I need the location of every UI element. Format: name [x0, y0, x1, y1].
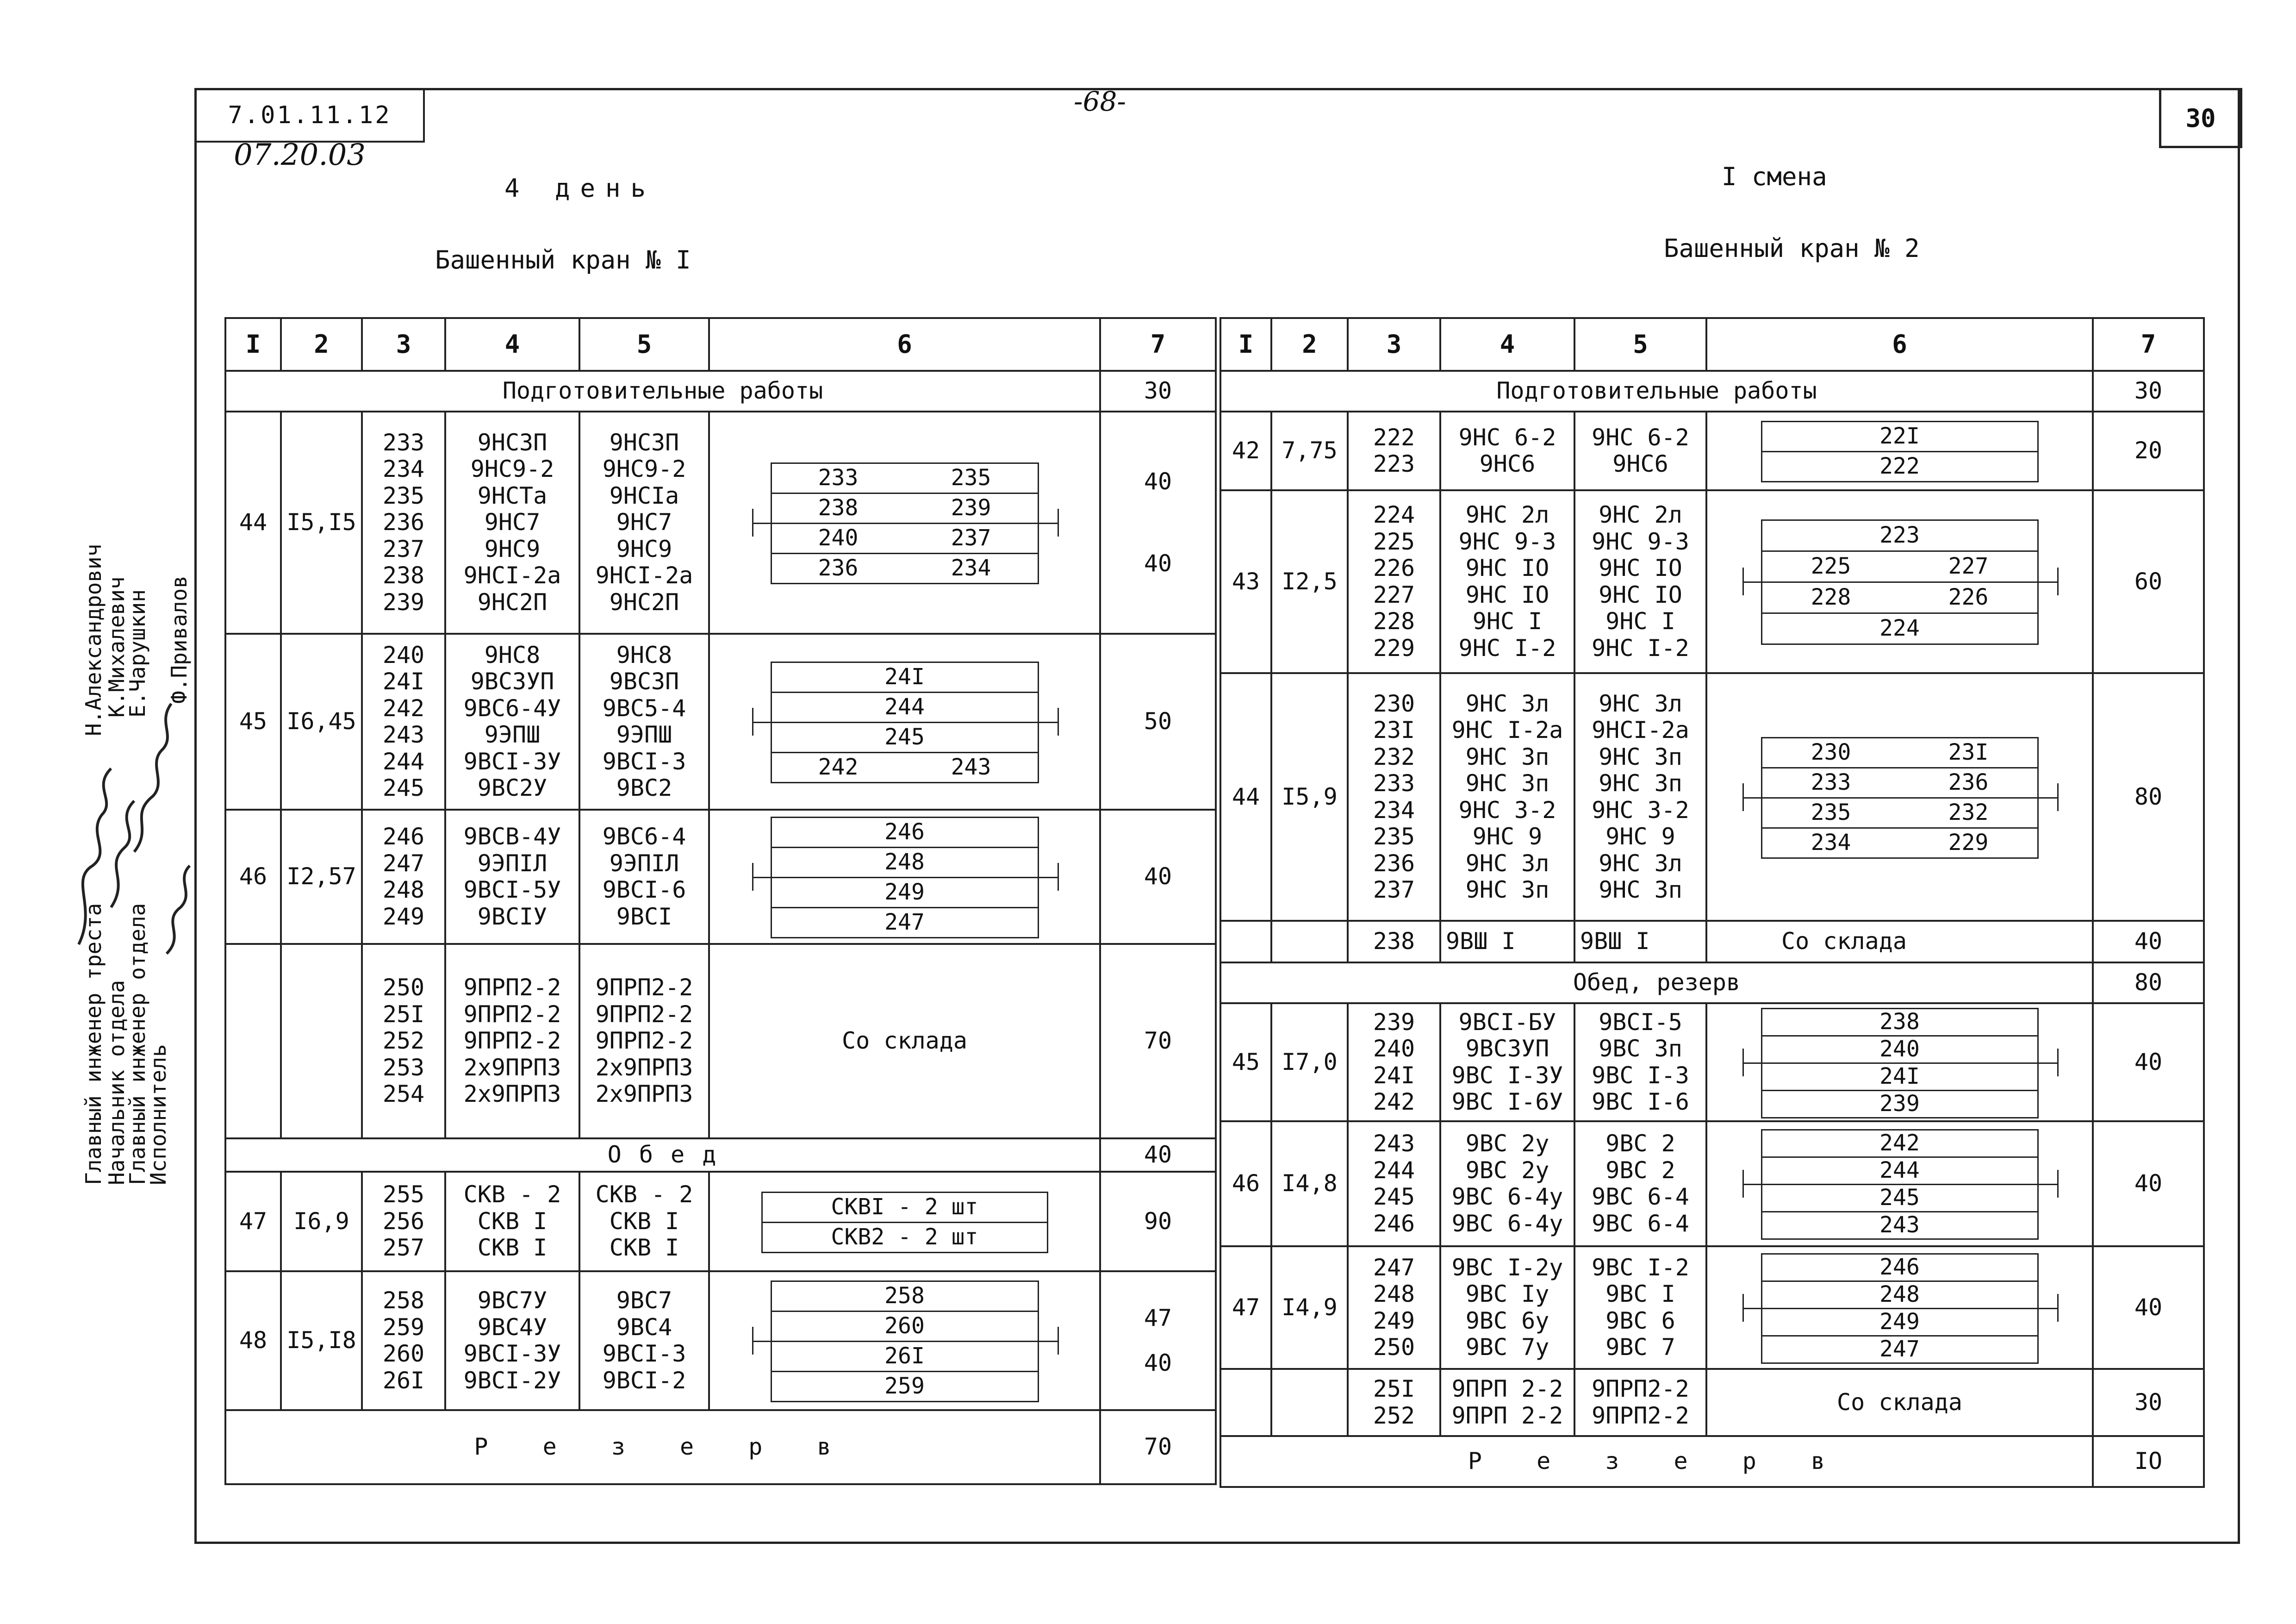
table-row — [225, 810, 1216, 944]
diagram-label: 23I — [1948, 739, 1989, 765]
diagram-row — [1761, 767, 2039, 799]
cell-marks-alt: 9ПРП2-2 9ПРП2-2 9ПРП2-2 2х9ПРП3 2х9ПРП3 — [579, 944, 709, 1138]
cell-volume — [1271, 1369, 1348, 1436]
col-header: 7 — [2093, 318, 2204, 371]
diagram-label: 233 — [818, 465, 859, 491]
cell-volume: I6,9 — [281, 1172, 362, 1271]
cell-marks-alt: 9ВС 2 9ВС 2 9ВС 6-4 9ВС 6-4 — [1574, 1121, 1706, 1246]
diagram-row — [1761, 1280, 2039, 1309]
duration-b: 40 — [1144, 550, 1172, 577]
cell-marks-alt: 9НС 2л 9НС 9-3 9НС IO 9НС IO 9НС I 9НС I-2 — [1574, 490, 1706, 673]
name-3: Е.Чарушкин — [125, 589, 150, 718]
stack-diagram — [752, 1280, 1058, 1401]
page-number: -68- — [1074, 86, 1126, 117]
diagram-label: 232 — [1948, 799, 1989, 825]
reserve-value: IO — [2093, 1436, 2204, 1487]
diagram-tick — [2057, 1049, 2059, 1076]
cell-diagram — [1706, 673, 2093, 921]
stack-diagram — [1742, 1008, 2057, 1117]
table-row — [1220, 1369, 2204, 1436]
cell-marks: 9ПРП 2-2 9ПРП 2-2 — [1440, 1369, 1574, 1436]
diagram-axis — [752, 877, 1058, 878]
table-row — [1220, 921, 2204, 962]
cell-marks: 9ВС I-2у 9ВС Iу 9ВС 6у 9ВС 7у — [1440, 1246, 1574, 1369]
diagram-label: 242 — [1879, 1130, 1920, 1156]
cell-number: 44 — [225, 412, 281, 634]
cell-items: 230 23I 232 233 234 235 236 237 — [1348, 673, 1440, 921]
cell-items: 243 244 245 246 — [1348, 1121, 1440, 1246]
cell-number: 45 — [1220, 1003, 1271, 1121]
diagram-label: 229 — [1948, 829, 1989, 856]
diagram-row — [1761, 1184, 2039, 1212]
cell-volume: I4,9 — [1271, 1246, 1348, 1369]
diagram-label: 240 — [1879, 1036, 1920, 1062]
cell-volume: I7,0 — [1271, 1003, 1348, 1121]
cell-volume — [281, 944, 362, 1138]
stack-diagram — [752, 462, 1058, 583]
diagram-row — [1761, 1211, 2039, 1240]
lunch-value: 40 — [1100, 1138, 1216, 1172]
stack-diagram — [1742, 1129, 2057, 1238]
diagram-row — [771, 752, 1039, 783]
diagram-label: 244 — [884, 694, 925, 720]
diagram-tick — [752, 708, 753, 736]
diagram-label: 238 — [818, 495, 859, 521]
table-row — [225, 944, 1216, 1138]
cell-volume: 7,75 — [1271, 412, 1348, 490]
diagram-label: 224 — [1879, 615, 1920, 641]
cell-diagram — [1706, 1003, 2093, 1121]
diagram-label: 242 — [818, 754, 859, 781]
diagram-row — [1761, 1062, 2039, 1091]
diagram-row — [1761, 581, 2039, 614]
col-header: I — [225, 318, 281, 371]
diagram-row — [1761, 1090, 2039, 1118]
diagram-row — [1761, 451, 2039, 482]
col-header: 6 — [1706, 318, 2093, 371]
role-chief-engineer-trust: Главный инженер треста — [81, 903, 106, 1185]
diagram-label: 258 — [884, 1283, 925, 1309]
cell-items: 222 223 — [1348, 412, 1440, 490]
prep-value: 30 — [1100, 371, 1216, 412]
diagram-row — [1761, 1335, 2039, 1364]
diagram-label: 243 — [1879, 1212, 1920, 1238]
diagram-label: 222 — [1879, 453, 1920, 480]
cell-marks: 9НС8 9ВСЗУП 9ВС6-4У 9ЭПШ 9ВСI-ЗУ 9ВС2У — [445, 634, 579, 810]
cell-marks: 9ВС 2у 9ВС 2у 9ВС 6-4у 9ВС 6-4у — [1440, 1121, 1574, 1246]
diagram-label: 226 — [1948, 584, 1989, 610]
left-schedule-table — [224, 317, 1217, 1485]
cell-marks-alt: 9НСЗП 9НС9-2 9НСIа 9НС7 9НС9 9НСI-2а 9НС2П — [579, 412, 709, 634]
diagram-row — [1761, 827, 2039, 859]
duration-a: 47 — [1144, 1304, 1172, 1331]
stack-diagram — [752, 662, 1058, 782]
diagram-row — [771, 553, 1039, 584]
cell-number: 45 — [225, 634, 281, 810]
col-header: 4 — [445, 318, 579, 371]
diagram-label: 233 — [1811, 769, 1851, 795]
diagram-label: 223 — [1879, 522, 1920, 548]
stack-diagram — [752, 817, 1058, 937]
cell-marks: 9НС 3л 9НС I-2а 9НС 3п 9НС 3п 9НС 3-2 9НС 9 9НС 3л 9НС 3п — [1440, 673, 1574, 921]
diagram-tick — [752, 863, 753, 891]
cell-items: 258 259 260 26I — [362, 1271, 445, 1410]
diagram-label: СКВI - 2 шт — [831, 1193, 978, 1220]
table-row — [1220, 1246, 2204, 1369]
diagram-tick — [1058, 509, 1059, 537]
cell-duration: 40 — [2093, 1003, 2204, 1121]
cell-marks: 9НС 2л 9НС 9-3 9НС IO 9НС IO 9НС I 9НС I-2 — [1440, 490, 1574, 673]
diagram-row — [771, 493, 1039, 524]
header-row — [1220, 318, 2204, 371]
right-schedule-table — [1220, 317, 2205, 1488]
cell-duration — [1100, 1271, 1216, 1410]
cell-number: 46 — [1220, 1121, 1271, 1246]
diagram-tick — [1742, 783, 1744, 811]
diagram-row — [1761, 421, 2039, 452]
diagram-tick — [752, 1327, 753, 1355]
reserve-value: 70 — [1100, 1410, 1216, 1484]
diagram-tick — [752, 509, 753, 537]
reserve-row — [1220, 1436, 2204, 1487]
cell-marks: 9ВСВ-4У 9ЭПIЛ 9ВСI-5У 9ВСIУ — [445, 810, 579, 944]
diagram-label: 239 — [1879, 1090, 1920, 1117]
diagram-label: 245 — [1879, 1185, 1920, 1211]
name-4: Ф.Привалов — [167, 575, 192, 704]
cell-duration: 30 — [2093, 1369, 2204, 1436]
cell-duration: 80 — [2093, 673, 2204, 921]
diagram-label: 227 — [1948, 553, 1989, 579]
diagram-label: 245 — [884, 724, 925, 750]
col-header: 4 — [1440, 318, 1574, 371]
diagram-row — [1761, 1035, 2039, 1064]
cell-diagram — [709, 1172, 1100, 1271]
cell-marks-alt: 9ВС7 9ВС4 9ВСI-3 9ВСI-2 — [579, 1271, 709, 1410]
cell-duration — [1100, 412, 1216, 634]
lunch-row — [1220, 962, 2204, 1003]
cell-diagram — [1706, 490, 2093, 673]
cell-volume — [1271, 921, 1348, 962]
table-row — [1220, 1003, 2204, 1121]
lunch-label: О б е д — [225, 1138, 1100, 1172]
role-department-head: Начальник отдела — [104, 980, 129, 1185]
diagram-row — [771, 1311, 1039, 1342]
col-header: 3 — [362, 318, 445, 371]
diagram-row — [771, 817, 1039, 848]
diagram-row — [771, 692, 1039, 723]
diagram-label: 238 — [1879, 1008, 1920, 1035]
diagram-row — [771, 523, 1039, 554]
diagram-row — [1761, 519, 2039, 552]
lunch-value: 80 — [2093, 962, 2204, 1003]
cell-number: 47 — [1220, 1246, 1271, 1369]
doc-date: 07.20.03 — [234, 138, 366, 172]
cell-marks-alt: СКВ - 2 СКВ I СКВ I — [579, 1172, 709, 1271]
diagram-axis — [1742, 581, 2057, 583]
diagram-label: 247 — [1879, 1336, 1920, 1362]
cell-diagram — [709, 412, 1100, 634]
diagram-row — [771, 1371, 1039, 1402]
cell-duration: 40 — [2093, 921, 2204, 962]
prep-row — [1220, 371, 2204, 412]
cell-duration: 40 — [1100, 810, 1216, 944]
col-header: 7 — [1100, 318, 1216, 371]
cell-diagram — [1706, 412, 2093, 490]
diagram-axis — [1742, 1308, 2057, 1309]
diagram-row — [1761, 737, 2039, 768]
cell-items: 233 234 235 236 237 238 239 — [362, 412, 445, 634]
cell-duration: 20 — [2093, 412, 2204, 490]
cell-marks: 9ВС7У 9ВС4У 9ВСI-ЗУ 9ВСI-2У — [445, 1271, 579, 1410]
diagram-row — [771, 722, 1039, 753]
duration-a: 40 — [1144, 468, 1172, 495]
diagram-label: 240 — [818, 525, 859, 551]
cell-items: 238 — [1348, 921, 1440, 962]
col-header: 6 — [709, 318, 1100, 371]
cell-volume: I2,5 — [1271, 490, 1348, 673]
cell-number: 43 — [1220, 490, 1271, 673]
diagram-tick — [1058, 1327, 1059, 1355]
diagram-row — [1761, 612, 2039, 645]
prep-label: Подготовительные работы — [225, 371, 1100, 412]
cell-duration: 90 — [1100, 1172, 1216, 1271]
diagram-tick — [2057, 783, 2059, 811]
diagram-label: 236 — [1948, 769, 1989, 795]
diagram-label: 259 — [884, 1373, 925, 1399]
col-header: 5 — [1574, 318, 1706, 371]
diagram-row — [771, 1341, 1039, 1372]
diagram-label: 246 — [1879, 1254, 1920, 1280]
cell-diagram — [1706, 1246, 2093, 1369]
cell-marks: 9ВСI-БУ 9ВСЗУП 9ВС I-ЗУ 9ВС I-6У — [1440, 1003, 1574, 1121]
diagram-label: 24I — [1879, 1063, 1920, 1089]
diagram-label: 26I — [884, 1343, 925, 1369]
cell-items: 25I 252 — [1348, 1369, 1440, 1436]
cell-duration: 40 — [2093, 1246, 2204, 1369]
table-row — [1220, 1121, 2204, 1246]
duration-b: 40 — [1144, 1349, 1172, 1376]
diagram-label: 228 — [1811, 584, 1851, 610]
diagram-label: 24I — [884, 664, 925, 690]
diagram-row — [771, 907, 1039, 938]
cell-marks-alt: 9ПРП2-2 9ПРП2-2 — [1574, 1369, 1706, 1436]
diagram-label: 235 — [951, 465, 991, 491]
table-row — [225, 412, 1216, 634]
prep-label: Подготовительные работы — [1220, 371, 2093, 412]
reserve-label: Р е з е р в — [1220, 1436, 2093, 1487]
lunch-row — [225, 1138, 1216, 1172]
cell-volume: I5,I5 — [281, 412, 362, 634]
diagram-tick — [2057, 568, 2059, 595]
cell-duration: 70 — [1100, 944, 1216, 1138]
diagram-tick — [1742, 1170, 1744, 1198]
role-executor: Исполнитель — [146, 1044, 171, 1185]
cell-items: 240 24I 242 243 244 245 — [362, 634, 445, 810]
cell-from-store: Со склада — [1706, 1369, 2093, 1436]
diagram-tick — [1742, 568, 1744, 595]
diagram-label: 249 — [1879, 1308, 1920, 1335]
diagram-row — [1761, 797, 2039, 829]
diagram-row — [771, 662, 1039, 693]
cell-diagram — [709, 810, 1100, 944]
cell-duration: 50 — [1100, 634, 1216, 810]
cell-number: 47 — [225, 1172, 281, 1271]
cell-volume: I5,I8 — [281, 1271, 362, 1410]
diagram-label: 260 — [884, 1313, 925, 1339]
diagram-axis — [1742, 1184, 2057, 1185]
table-row — [1220, 490, 2204, 673]
cell-volume: I4,8 — [1271, 1121, 1348, 1246]
cell-number: 48 — [225, 1271, 281, 1410]
stack-diagram — [1742, 737, 2057, 857]
cell-diagram — [709, 1271, 1100, 1410]
stack-diagram — [1742, 1253, 2057, 1362]
diagram-label: 244 — [1879, 1157, 1920, 1184]
diagram-row — [761, 1192, 1048, 1223]
cell-marks-alt: 9ВС6-4 9ЭПIЛ 9ВСI-6 9ВСI — [579, 810, 709, 944]
cell-from-store: Со склада — [1706, 921, 2093, 962]
cell-marks: 9ВШ I — [1440, 921, 1574, 962]
cell-items: 239 240 24I 242 — [1348, 1003, 1440, 1121]
cell-diagram — [709, 634, 1100, 810]
name-2: К.Михалевич — [104, 576, 129, 718]
diagram-tick — [1058, 863, 1059, 891]
diagram-axis — [752, 1341, 1058, 1342]
diagram-label: 247 — [884, 909, 925, 936]
table-row — [225, 1172, 1216, 1271]
cell-marks: 9НС 6-2 9НС6 — [1440, 412, 1574, 490]
cell-number: 46 — [225, 810, 281, 944]
cell-marks: 9ПРП2-2 9ПРП2-2 9ПРП2-2 2х9ПРП3 2х9ПРП3 — [445, 944, 579, 1138]
crane1-label: Башенный кран № I — [435, 245, 691, 275]
cell-items: 247 248 249 250 — [1348, 1246, 1440, 1369]
cell-marks: 9НСЗП 9НС9-2 9НСТа 9НС7 9НС9 9НСI-2а 9НС2П — [445, 412, 579, 634]
cell-diagram — [1706, 1121, 2093, 1246]
stack-diagram — [1742, 519, 2057, 644]
diagram-tick — [1742, 1049, 1744, 1076]
shift-label: I смена — [1722, 162, 1827, 191]
diagram-axis — [1742, 797, 2057, 799]
handwritten-signatures — [60, 648, 199, 972]
doc-code: 7.01.11.12 — [194, 88, 425, 143]
cell-number: 42 — [1220, 412, 1271, 490]
diagram-row — [761, 1222, 1048, 1253]
day-label: 4 день — [504, 174, 656, 203]
diagram-label: 236 — [818, 555, 859, 581]
cell-number — [1220, 921, 1271, 962]
col-header: I — [1220, 318, 1271, 371]
reserve-row — [225, 1410, 1216, 1484]
header-row — [225, 318, 1216, 371]
cell-volume: I2,57 — [281, 810, 362, 944]
role-chief-engineer-dept: Главный инженер отдела — [125, 903, 150, 1185]
diagram-label: 234 — [951, 555, 991, 581]
diagram-label: 249 — [884, 879, 925, 906]
diagram-row — [771, 877, 1039, 908]
diagram-label: 235 — [1811, 799, 1851, 825]
diagram-label: 239 — [951, 495, 991, 521]
cell-items: 250 25I 252 253 254 — [362, 944, 445, 1138]
diagram-axis — [752, 722, 1058, 723]
diagram-label: 230 — [1811, 739, 1851, 765]
cell-number: 44 — [1220, 673, 1271, 921]
cell-from-store: Со склада — [709, 944, 1100, 1138]
diagram-label: 246 — [884, 819, 925, 845]
reserve-label: Р е з е р в — [225, 1410, 1100, 1484]
sheet-number: 30 — [2159, 88, 2242, 148]
cell-marks-alt: 9ВСI-5 9ВС 3п 9ВС I-3 9ВС I-6 — [1574, 1003, 1706, 1121]
diagram-tick — [1742, 1294, 1744, 1322]
cell-volume: I5,9 — [1271, 673, 1348, 921]
diagram-row — [1761, 1129, 2039, 1158]
diagram-axis — [1742, 1062, 2057, 1064]
cell-marks-alt: 9ВС I-2 9ВС I 9ВС 6 9ВС 7 — [1574, 1246, 1706, 1369]
lunch-label: Обед, резерв — [1220, 962, 2093, 1003]
diagram-label: 225 — [1811, 553, 1851, 579]
cell-marks-alt: 9НС 3л 9НСI-2а 9НС 3п 9НС 3п 9НС 3-2 9НС 9 9НС 3л 9НС 3п — [1574, 673, 1706, 921]
diagram-label: 248 — [1879, 1281, 1920, 1307]
col-header: 5 — [579, 318, 709, 371]
stack-diagram — [1761, 421, 2039, 481]
diagram-tick — [1058, 708, 1059, 736]
cell-marks-alt: 9ВШ I — [1574, 921, 1706, 962]
diagram-row — [771, 462, 1039, 494]
cell-items: 224 225 226 227 228 229 — [1348, 490, 1440, 673]
table-row — [225, 1271, 1216, 1410]
prep-row — [225, 371, 1216, 412]
diagram-row — [1761, 550, 2039, 583]
diagram-row — [771, 847, 1039, 878]
col-header: 3 — [1348, 318, 1440, 371]
diagram-label: 243 — [951, 754, 991, 781]
col-header: 2 — [1271, 318, 1348, 371]
col-header: 2 — [281, 318, 362, 371]
prep-value: 30 — [2093, 371, 2204, 412]
cell-items: 255 256 257 — [362, 1172, 445, 1271]
table-row — [1220, 673, 2204, 921]
cell-volume: I6,45 — [281, 634, 362, 810]
cell-items: 246 247 248 249 — [362, 810, 445, 944]
diagram-tick — [2057, 1170, 2059, 1198]
cell-duration: 60 — [2093, 490, 2204, 673]
cell-marks: СКВ - 2 СКВ I СКВ I — [445, 1172, 579, 1271]
cell-number — [1220, 1369, 1271, 1436]
diagram-row — [1761, 1008, 2039, 1037]
cell-duration: 40 — [2093, 1121, 2204, 1246]
cell-marks-alt: 9НС8 9ВСЗП 9ВС5-4 9ЭПШ 9ВСI-3 9ВС2 — [579, 634, 709, 810]
diagram-axis — [752, 523, 1058, 524]
diagram-label: СКВ2 - 2 шт — [831, 1224, 978, 1250]
cell-marks-alt: 9НС 6-2 9НС6 — [1574, 412, 1706, 490]
diagram-label: 22I — [1879, 423, 1920, 450]
cell-number — [225, 944, 281, 1138]
table-row — [225, 634, 1216, 810]
diagram-row — [1761, 1253, 2039, 1282]
crane2-label: Башенный кран № 2 — [1664, 234, 1920, 263]
name-1: Н.Александрович — [81, 543, 106, 736]
table-row — [1220, 412, 2204, 490]
diagram-row — [1761, 1308, 2039, 1337]
diagram-row — [1761, 1156, 2039, 1185]
stack-diagram — [761, 1192, 1048, 1252]
diagram-tick — [2057, 1294, 2059, 1322]
diagram-label: 234 — [1811, 829, 1851, 856]
diagram-row — [771, 1280, 1039, 1312]
diagram-label: 248 — [884, 849, 925, 875]
diagram-label: 237 — [951, 525, 991, 551]
